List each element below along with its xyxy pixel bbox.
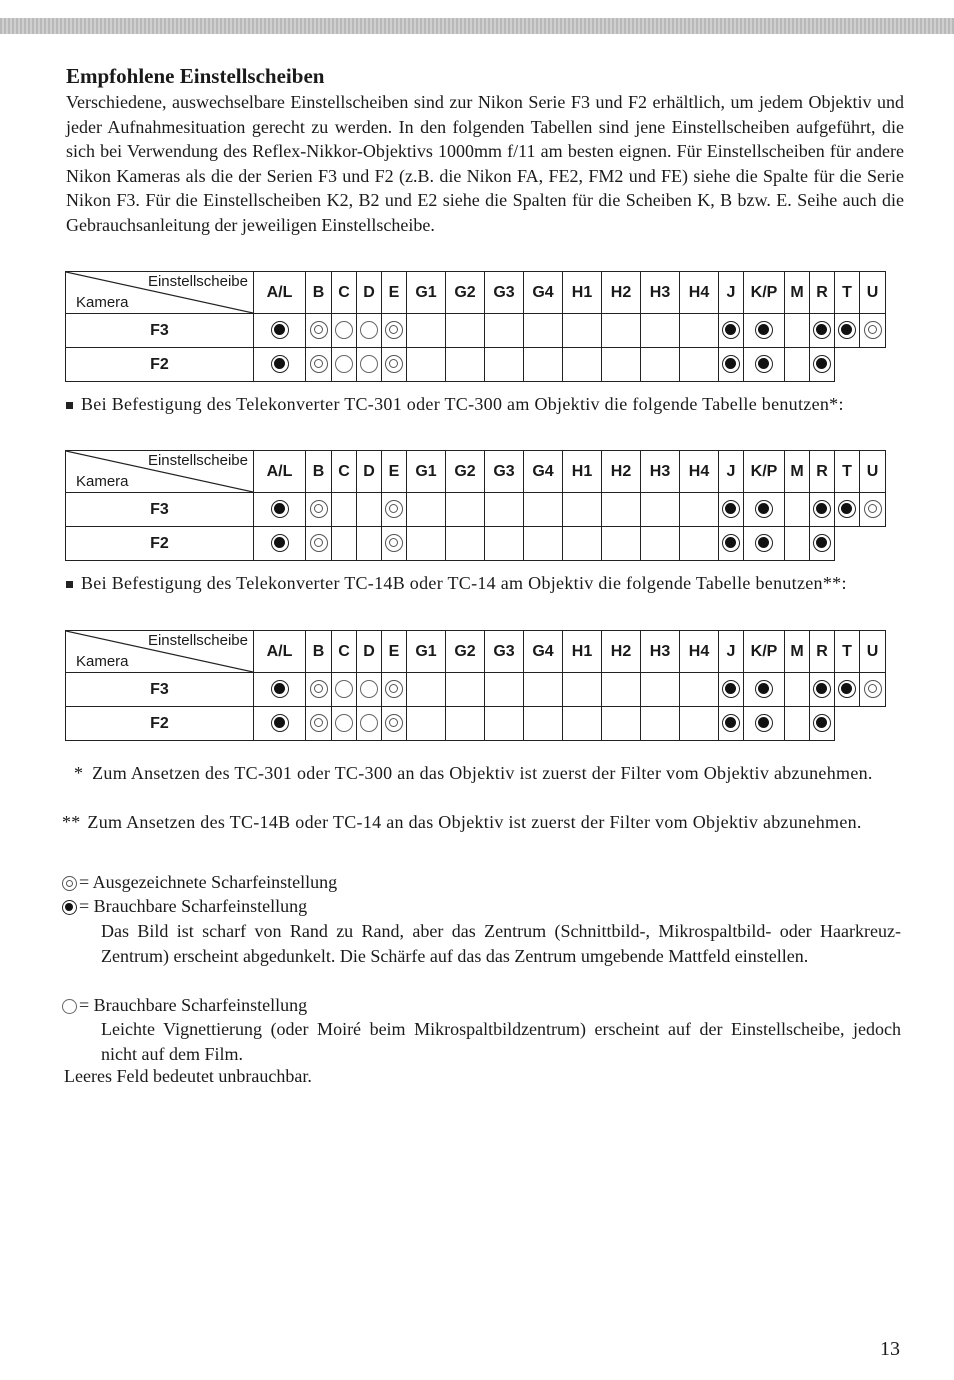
table-cell: [602, 493, 641, 527]
table-cell: [641, 673, 680, 707]
table-cell: [524, 493, 563, 527]
column-header: G2: [446, 631, 485, 673]
table-cell: [407, 527, 446, 561]
column-header: T: [835, 272, 860, 314]
column-header: H3: [641, 272, 680, 314]
double-circle-icon: [864, 680, 882, 698]
table-cell: [563, 493, 602, 527]
filled-circle-icon: [813, 534, 831, 552]
filled-circle-icon: [838, 321, 856, 339]
legend-usable-1: [62, 894, 307, 919]
camera-label: F2: [66, 707, 254, 741]
table-cell: [485, 673, 524, 707]
filled-circle-icon: [722, 534, 740, 552]
column-header: G4: [524, 451, 563, 493]
table-corner-header: [66, 631, 254, 673]
table-cell: [524, 527, 563, 561]
column-header: H1: [563, 451, 602, 493]
table-cell: [357, 493, 382, 527]
table-cell: [785, 314, 810, 348]
table-cell: [719, 527, 744, 561]
column-header: D: [357, 451, 382, 493]
double-circle-icon: [385, 500, 403, 518]
column-header: G4: [524, 631, 563, 673]
column-header: E: [382, 631, 407, 673]
table-cell: [306, 493, 332, 527]
filled-circle-icon: [813, 714, 831, 732]
table-cell: [254, 673, 306, 707]
column-header: R: [810, 451, 835, 493]
camera-label: F3: [66, 314, 254, 348]
table-cell: [485, 527, 524, 561]
footnote-2-text: Zum Ansetzen des TC-14B oder TC-14 an das Objektiv ist zuerst der Filter vom Objektiv abzunehmen.: [87, 812, 862, 832]
column-header: T: [835, 631, 860, 673]
filled-circle-icon: [722, 714, 740, 732]
filled-circle-icon: [271, 714, 289, 732]
table-cell: [332, 527, 357, 561]
filled-circle-icon: [755, 534, 773, 552]
table-cell: [254, 527, 306, 561]
table-cell: [719, 673, 744, 707]
table-cell: [332, 348, 357, 382]
filled-circle-icon: [813, 500, 831, 518]
table-cell: [602, 348, 641, 382]
table-cell: [680, 348, 719, 382]
filled-circle-icon: [271, 355, 289, 373]
column-header: C: [332, 451, 357, 493]
table-cell: [306, 527, 332, 561]
table-cell: [382, 493, 407, 527]
table-cell: [382, 707, 407, 741]
table-cell: [563, 314, 602, 348]
table-cell: [357, 527, 382, 561]
column-header: G1: [407, 451, 446, 493]
column-header: H4: [680, 451, 719, 493]
column-header: H3: [641, 451, 680, 493]
column-header: U: [860, 631, 886, 673]
open-circle-icon: [360, 714, 378, 732]
table-cell: [485, 314, 524, 348]
table-cell: [485, 493, 524, 527]
column-header: M: [785, 272, 810, 314]
table-cell: [357, 673, 382, 707]
screen-table-2: [65, 450, 886, 561]
table-cell: [524, 314, 563, 348]
screen-table-3: [65, 630, 886, 741]
table-row: [66, 527, 886, 561]
table-cell: [332, 493, 357, 527]
table-cell: [357, 314, 382, 348]
open-circle-icon: [335, 321, 353, 339]
table-cell: [407, 493, 446, 527]
table-cell: [641, 527, 680, 561]
column-header: C: [332, 272, 357, 314]
double-circle-icon: [385, 355, 403, 373]
legend-usable-1-text: = Brauchbare Scharfeinstellung: [79, 896, 308, 916]
double-circle-icon: [385, 321, 403, 339]
note-tc14: [66, 571, 902, 596]
legend-usable-1-desc: Das Bild ist scharf von Rand zu Rand, aber das Zentrum (Schnittbild-, Mikrospaltbild- oder Haarkreuz-Zentrum) erscheint abgedunkelt. Die Schärfe auf das das Zentrum umgebende Mattfeld einstellen.: [101, 921, 901, 966]
table-cell: [446, 527, 485, 561]
table-cell: [306, 348, 332, 382]
table-cell: [641, 493, 680, 527]
open-circle-icon: [335, 680, 353, 698]
filled-circle-icon: [722, 680, 740, 698]
table-cell: [485, 348, 524, 382]
column-header: M: [785, 451, 810, 493]
table-cell: [744, 348, 785, 382]
column-header: K/P: [744, 451, 785, 493]
column-header: U: [860, 272, 886, 314]
double-circle-icon: [62, 876, 77, 891]
table-cell: [719, 493, 744, 527]
table-cell: [602, 673, 641, 707]
table-cell: [602, 314, 641, 348]
table-cell: [254, 348, 306, 382]
table-cell: [860, 493, 886, 527]
filled-circle-icon: [271, 321, 289, 339]
legend-usable-2-text: = Brauchbare Scharfeinstellung: [79, 995, 308, 1015]
table-cell: [785, 707, 810, 741]
column-header: B: [306, 631, 332, 673]
table-cell: [641, 314, 680, 348]
open-circle-icon: [335, 714, 353, 732]
table-cell: [306, 314, 332, 348]
filled-circle-icon: [62, 900, 77, 915]
corner-label-camera: Kamera: [76, 653, 129, 670]
footnote-1-mark: *: [74, 763, 84, 783]
table-cell: [641, 707, 680, 741]
filled-circle-icon: [755, 500, 773, 518]
double-circle-icon: [310, 321, 328, 339]
double-circle-icon: [310, 680, 328, 698]
camera-label: F3: [66, 673, 254, 707]
table-cell: [563, 707, 602, 741]
filled-circle-icon: [838, 680, 856, 698]
table-cell: [785, 348, 810, 382]
table-row: [66, 707, 886, 741]
table-cell: [835, 673, 860, 707]
table-row: [66, 314, 886, 348]
table-cell: [254, 493, 306, 527]
table-cell: [524, 707, 563, 741]
legend-excellent-text: = Ausgezeichnete Scharfeinstellung: [79, 872, 338, 892]
column-header: G4: [524, 272, 563, 314]
column-header: H4: [680, 272, 719, 314]
table-cell: [306, 707, 332, 741]
filled-circle-icon: [271, 680, 289, 698]
table-cell: [744, 493, 785, 527]
table-cell: [563, 348, 602, 382]
double-circle-icon: [310, 500, 328, 518]
table-cell: [446, 348, 485, 382]
column-header: B: [306, 451, 332, 493]
table-cell: [810, 707, 835, 741]
table-cell: [563, 527, 602, 561]
table-row: [66, 348, 886, 382]
table-cell: [641, 348, 680, 382]
open-circle-icon: [62, 999, 77, 1014]
column-header: R: [810, 272, 835, 314]
filled-circle-icon: [813, 680, 831, 698]
filled-circle-icon: [722, 321, 740, 339]
table-cell: [744, 527, 785, 561]
table-cell: [407, 707, 446, 741]
table-cell: [382, 673, 407, 707]
column-header: B: [306, 272, 332, 314]
table-cell: [524, 673, 563, 707]
table-cell: [719, 707, 744, 741]
table-cell: [382, 527, 407, 561]
filled-circle-icon: [755, 680, 773, 698]
table-cell: [860, 673, 886, 707]
filled-circle-icon: [755, 714, 773, 732]
table-cell: [860, 314, 886, 348]
column-header: G1: [407, 631, 446, 673]
open-circle-icon: [360, 321, 378, 339]
column-header: D: [357, 631, 382, 673]
column-header: J: [719, 272, 744, 314]
table-cell: [835, 493, 860, 527]
column-header: E: [382, 451, 407, 493]
table-cell: [407, 673, 446, 707]
table-cell: [357, 348, 382, 382]
open-circle-icon: [360, 680, 378, 698]
screen-table-1: [65, 271, 886, 382]
corner-label-camera: Kamera: [76, 294, 129, 311]
column-header: G3: [485, 631, 524, 673]
table-cell: [680, 707, 719, 741]
column-header: G3: [485, 451, 524, 493]
filled-circle-icon: [813, 321, 831, 339]
note-tc14-text: Bei Befestigung des Telekonverter TC-14B oder TC-14 am Objektiv die folgende Tabelle benutzen**:: [81, 573, 847, 593]
table-cell: [744, 707, 785, 741]
camera-label: F2: [66, 348, 254, 382]
intro-paragraph: Verschiedene, auswechselbare Einstellscheiben sind zur Nikon Serie F3 und F2 erhältlich, um jedem Objektiv und jeder Aufnahmesituation gerecht zu werden. In den folgenden Tabellen sind jene Einstellscheiben aufgeführt, die sich bei Verwendung des Reflex-Nikkor-Objektivs 1000mm f/11 am besten eignen. Für Einstellscheiben für andere Nikon Kameras als die der Serien F3 und F2 (z.B. die Nikon FA, FE2, FM2 und FE) siehe die Spalte für die Serie Nikon F3. Für die Einstellscheiben K2, B2 und E2 siehe die Spalten für die Scheiben K, B bzw. E. Seihe auch die Gebrauchsanleitung der jeweiligen Einstellscheibe.: [66, 92, 904, 235]
page-number: 13: [880, 1338, 900, 1360]
table-empty-space: [835, 707, 886, 741]
corner-label-screen: Einstellscheibe: [147, 273, 248, 290]
table-cell: [524, 348, 563, 382]
column-header: J: [719, 631, 744, 673]
bullet-icon: [66, 402, 73, 409]
corner-label-screen: Einstellscheibe: [147, 452, 248, 469]
table-cell: [810, 527, 835, 561]
double-circle-icon: [864, 500, 882, 518]
filled-circle-icon: [838, 500, 856, 518]
table-cell: [332, 673, 357, 707]
bullet-icon: [66, 581, 73, 588]
table-cell: [810, 348, 835, 382]
table-cell: [485, 707, 524, 741]
table-cell: [357, 707, 382, 741]
filled-circle-icon: [722, 355, 740, 373]
filled-circle-icon: [722, 500, 740, 518]
double-circle-icon: [310, 534, 328, 552]
column-header: M: [785, 631, 810, 673]
table-cell: [254, 707, 306, 741]
table-cell: [407, 348, 446, 382]
column-header: G1: [407, 272, 446, 314]
table-cell: [835, 314, 860, 348]
footnote-2: [62, 810, 902, 835]
table-cell: [602, 707, 641, 741]
table-row: [66, 673, 886, 707]
table-cell: [744, 314, 785, 348]
table-cell: [446, 493, 485, 527]
table-cell: [382, 314, 407, 348]
column-header: H2: [602, 272, 641, 314]
double-circle-icon: [310, 355, 328, 373]
double-circle-icon: [864, 321, 882, 339]
note-tc301-text: Bei Befestigung des Telekonverter TC-301 oder TC-300 am Objektiv die folgende Tabelle benutzen*:: [81, 394, 844, 414]
table-cell: [680, 673, 719, 707]
table-cell: [785, 527, 810, 561]
table-cell: [306, 673, 332, 707]
column-header: H1: [563, 631, 602, 673]
column-header: T: [835, 451, 860, 493]
footnote-1: [74, 761, 914, 786]
table-cell: [810, 314, 835, 348]
column-header: K/P: [744, 272, 785, 314]
corner-label-screen: Einstellscheibe: [147, 632, 248, 649]
table-cell: [719, 348, 744, 382]
table-empty-space: [835, 348, 886, 382]
table-cell: [446, 707, 485, 741]
table-cell: [563, 673, 602, 707]
table-cell: [446, 314, 485, 348]
table-corner-header: [66, 451, 254, 493]
column-header: C: [332, 631, 357, 673]
footnote-2-mark: **: [62, 812, 81, 832]
open-circle-icon: [360, 355, 378, 373]
table-cell: [810, 673, 835, 707]
column-header: H3: [641, 631, 680, 673]
note-tc301: [66, 392, 902, 417]
open-circle-icon: [335, 355, 353, 373]
filled-circle-icon: [755, 355, 773, 373]
column-header: U: [860, 451, 886, 493]
column-header: K/P: [744, 631, 785, 673]
table-cell: [602, 527, 641, 561]
table-cell: [680, 314, 719, 348]
filled-circle-icon: [271, 534, 289, 552]
table-cell: [332, 707, 357, 741]
column-header: E: [382, 272, 407, 314]
table-cell: [810, 493, 835, 527]
table-cell: [719, 314, 744, 348]
table-cell: [332, 314, 357, 348]
table-corner-header: [66, 272, 254, 314]
legend-usable-2-desc: Leichte Vignettierung (oder Moiré beim Mikrospaltbildzentrum) erscheint auf der Einstellscheibe, jedoch nicht auf dem Film.: [101, 1019, 901, 1064]
column-header: H2: [602, 451, 641, 493]
column-header: A/L: [254, 451, 306, 493]
table-cell: [382, 348, 407, 382]
double-circle-icon: [385, 680, 403, 698]
filled-circle-icon: [813, 355, 831, 373]
double-circle-icon: [385, 714, 403, 732]
table-cell: [254, 314, 306, 348]
table-cell: [680, 527, 719, 561]
top-scan-bar: [0, 18, 954, 34]
filled-circle-icon: [271, 500, 289, 518]
column-header: R: [810, 631, 835, 673]
table-cell: [785, 673, 810, 707]
column-header: G2: [446, 451, 485, 493]
legend-empty: Leeres Feld bedeutet unbrauchbar.: [64, 1066, 312, 1086]
page-heading: Empfohlene Einstellscheiben: [66, 64, 325, 88]
column-header: G2: [446, 272, 485, 314]
camera-label: F3: [66, 493, 254, 527]
table-cell: [680, 493, 719, 527]
column-header: A/L: [254, 272, 306, 314]
table-cell: [744, 673, 785, 707]
column-header: J: [719, 451, 744, 493]
legend-usable-2: [62, 993, 307, 1018]
column-header: D: [357, 272, 382, 314]
table-cell: [446, 673, 485, 707]
double-circle-icon: [310, 714, 328, 732]
corner-label-camera: Kamera: [76, 473, 129, 490]
double-circle-icon: [385, 534, 403, 552]
column-header: A/L: [254, 631, 306, 673]
table-empty-space: [835, 527, 886, 561]
column-header: H1: [563, 272, 602, 314]
column-header: H4: [680, 631, 719, 673]
column-header: H2: [602, 631, 641, 673]
footnote-1-text: Zum Ansetzen des TC-301 oder TC-300 an das Objektiv ist zuerst der Filter vom Objektiv abzunehmen.: [92, 763, 873, 783]
table-cell: [785, 493, 810, 527]
table-cell: [407, 314, 446, 348]
camera-label: F2: [66, 527, 254, 561]
filled-circle-icon: [755, 321, 773, 339]
table-row: [66, 493, 886, 527]
legend-excellent: [62, 870, 337, 895]
column-header: G3: [485, 272, 524, 314]
